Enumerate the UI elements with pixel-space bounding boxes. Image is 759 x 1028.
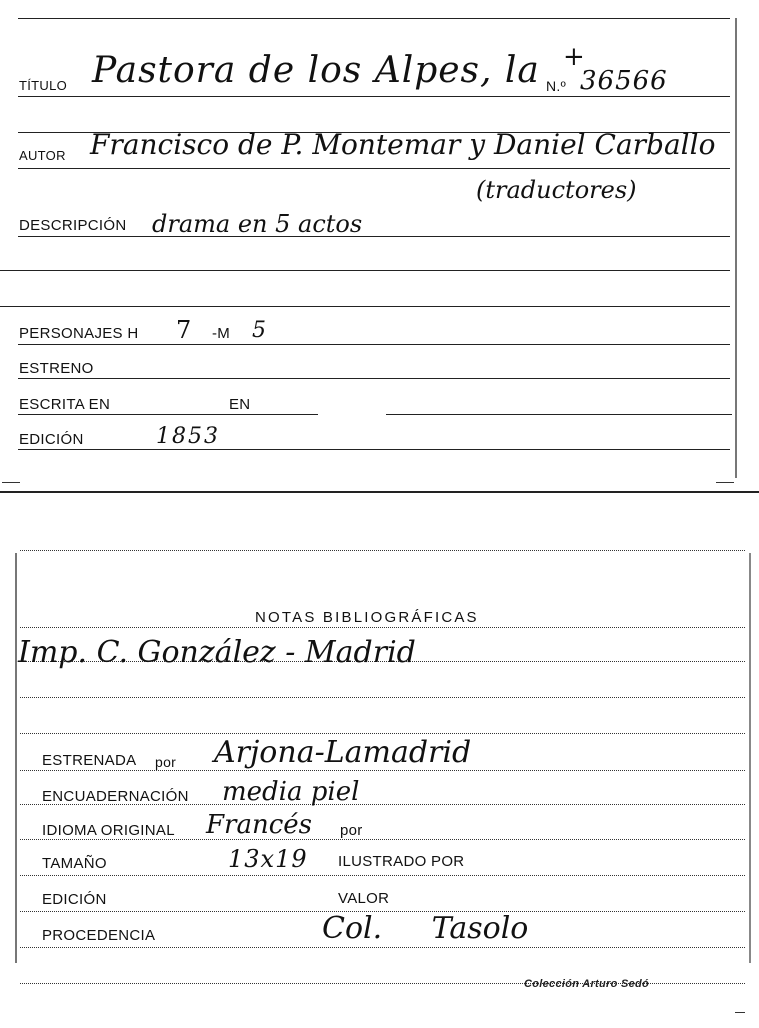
rule-line	[0, 306, 730, 307]
notas-heading: NOTAS BIBLIOGRÁFICAS	[255, 609, 479, 626]
escrita-en-label: ESCRITA EN	[19, 396, 111, 413]
cross-mark: +	[563, 42, 585, 72]
rule-line	[20, 697, 745, 698]
valor-label: VALOR	[338, 890, 390, 907]
descripcion-label: DESCRIPCIÓN	[19, 217, 127, 234]
descripcion-value: drama en 5 actos	[152, 210, 363, 238]
rule-line	[18, 414, 318, 415]
autor-note: (traductores)	[476, 176, 637, 204]
numero-value: 36566	[580, 66, 668, 96]
procedencia-label: PROCEDENCIA	[42, 927, 156, 944]
personajes-m-value: 5	[252, 318, 266, 343]
idioma-label: IDIOMA ORIGINAL	[42, 822, 175, 839]
rule-line	[18, 18, 730, 19]
rule-line	[18, 236, 730, 237]
autor-value: Francisco de P. Montemar y Daniel Carballo	[90, 128, 716, 161]
corner-mark	[735, 1012, 745, 1013]
rule-line	[18, 168, 730, 169]
rule-line	[20, 733, 745, 734]
procedencia-value: Col. Tasolo	[322, 911, 529, 946]
catalog-card-bottom	[0, 545, 759, 1028]
titulo-label: TÍTULO	[19, 78, 68, 93]
estrenada-label: ESTRENADA	[42, 752, 137, 769]
rule-line	[20, 839, 745, 840]
rule-line	[386, 414, 732, 415]
edicion-label-bottom: EDICIÓN	[42, 891, 107, 908]
card-right-edge	[735, 18, 737, 478]
numero-label: N.º	[546, 78, 567, 94]
edicion-label: EDICIÓN	[19, 431, 84, 448]
corner-mark	[2, 482, 20, 483]
ilustrado-label: ILUSTRADO POR	[338, 853, 465, 870]
personajes-m-label: -M	[212, 325, 231, 342]
rule-line	[18, 378, 730, 379]
idioma-value: Francés	[206, 810, 313, 840]
tamano-value: 13x19	[228, 845, 308, 873]
card-left-edge	[15, 553, 17, 963]
collection-credit: Colección Arturo Sedó	[524, 978, 650, 990]
corner-mark	[716, 482, 734, 483]
autor-label: AUTOR	[19, 148, 66, 163]
encuadernacion-label: ENCUADERNACIÓN	[42, 788, 189, 805]
titulo-value: Pastora de los Alpes, la	[92, 50, 540, 91]
estrenada-value: Arjona-Lamadrid	[214, 735, 472, 770]
estrenada-por: por	[155, 754, 177, 770]
notes-value: Imp. C. González - Madrid	[18, 635, 416, 670]
rule-line	[0, 270, 730, 271]
personajes-h-value: 7	[176, 316, 192, 344]
edicion-value: 1853	[156, 424, 220, 449]
card-top-edge	[0, 491, 759, 493]
en-label: EN	[229, 396, 251, 413]
estreno-label: ESTRENO	[19, 360, 94, 377]
rule-line	[20, 550, 745, 551]
tamano-label: TAMAÑO	[42, 855, 107, 872]
rule-line	[20, 875, 745, 876]
rule-line	[20, 947, 745, 948]
encuadernacion-value: media piel	[222, 777, 360, 807]
catalog-card-top	[0, 0, 759, 492]
rule-line	[18, 449, 730, 450]
rule-line	[20, 770, 745, 771]
rule-line	[18, 96, 730, 97]
rule-line	[18, 344, 730, 345]
card-right-edge	[749, 553, 751, 963]
idioma-por: por	[340, 822, 363, 839]
personajes-label: PERSONAJES H	[19, 325, 139, 342]
rule-line	[20, 627, 745, 628]
